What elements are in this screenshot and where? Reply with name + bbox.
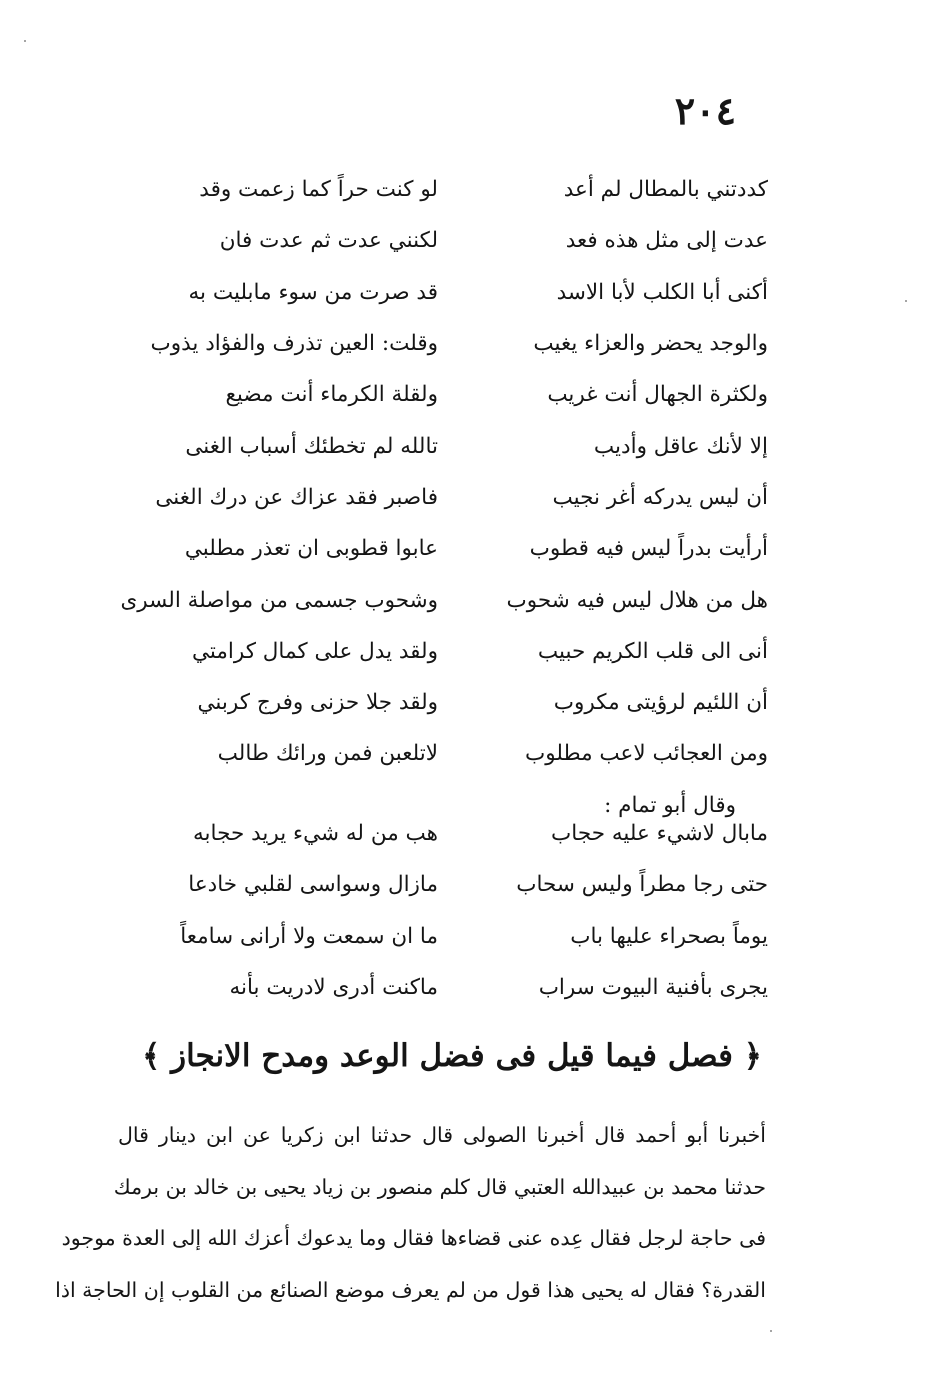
verse-first-hemistich: مازال وسواسى لقلبي خادعا xyxy=(188,872,438,898)
verse-first-hemistich: قد صرت من سوء مابليت به xyxy=(188,279,438,305)
prose-line: حدثنا محمد بن عبيدالله العتبي قال كلم منصور بن زياد يحيى بن خالد بن برمك xyxy=(113,1174,766,1199)
verse-second-hemistich: ومن العجائب لاعب مطلوب xyxy=(524,741,768,767)
verse-first-hemistich: ولقد يدل على كمال كرامتي xyxy=(191,638,438,664)
verse-first-hemistich: لكنني عدت ثم عدت فان xyxy=(219,228,438,254)
verse-second-hemistich: أنى الى قلب الكريم حبيب xyxy=(537,638,768,664)
verse-second-hemistich: أرأيت بدراً ليس فيه قطوب xyxy=(529,536,768,562)
verse-second-hemistich: مابال لاشيء عليه حجاب xyxy=(551,821,768,847)
verse-line xyxy=(118,962,768,1013)
verse-line xyxy=(118,420,768,471)
section-heading: ﴿ فصل فيما قيل فى فضل الوعد ومدح الانجاز ﴾ xyxy=(142,1038,762,1074)
verse-line xyxy=(118,164,768,215)
verse-line xyxy=(118,728,768,779)
verse-line xyxy=(118,911,768,962)
verse-line xyxy=(118,808,768,859)
verse-second-hemistich: حتى رجا مطراً وليس سحاب xyxy=(516,872,768,898)
poet-attribution: وقال أبو تمام : xyxy=(604,792,736,818)
verse-second-hemistich: ولكثرة الجهال أنت غريب xyxy=(547,382,768,408)
verse-line xyxy=(118,626,768,677)
verse-second-hemistich: كددتني بالمطال لم أعد xyxy=(563,177,768,203)
verse-first-hemistich: ماكنت أدرى لادريت بأنه xyxy=(229,975,438,1001)
poem-verses-2 xyxy=(118,808,768,1013)
verse-second-hemistich: أن اللئيم لرؤيتى مكروب xyxy=(553,690,768,716)
verse-second-hemistich: يوماً بصحراء عليها باب xyxy=(570,923,768,949)
verse-second-hemistich: أن ليس يدركه أغر نجيب xyxy=(552,484,768,510)
prose-line: فى حاجة لرجل فقال عِده عنى قضاءها فقال وما يدعوك أعزك الله إلى العدة موجود xyxy=(61,1226,766,1250)
poem-verses-1 xyxy=(118,164,768,831)
verse-first-hemistich: تالله لم تخطئك أسباب الغنى xyxy=(185,433,438,459)
prose-paragraph xyxy=(55,1110,766,1316)
verse-line xyxy=(118,859,768,910)
prose-line: القدرة؟ فقال له يحيى هذا قول من لم يعرف موضع الصنائع من القلوب إن الحاجة اذا xyxy=(55,1277,766,1302)
verse-second-hemistich: والوجد يحضر والعزاء يغيب xyxy=(533,331,768,357)
verse-line xyxy=(118,523,768,574)
verse-line xyxy=(118,369,768,420)
verse-second-hemistich: إلا لأنك عاقل وأديب xyxy=(593,433,768,459)
verse-first-hemistich: فاصبر فقد عزاك عن درك الغنى xyxy=(155,484,438,510)
verse-second-hemistich: عدت إلى مثل هذه فعد xyxy=(565,228,768,254)
scan-speck xyxy=(770,1330,772,1332)
verse-first-hemistich: ولقلة الكرماء أنت مضيع xyxy=(225,382,438,408)
verse-second-hemistich: هل من هلال ليس فيه شحوب xyxy=(506,587,768,613)
page-number: ٢٠٤ xyxy=(674,88,736,133)
verse-line xyxy=(118,318,768,369)
scan-speck xyxy=(905,300,907,302)
verse-line xyxy=(118,215,768,266)
verse-first-hemistich: وشحوب جسمى من مواصلة السرى xyxy=(120,587,438,613)
verse-first-hemistich: وقلت: العين تذرف والفؤاد يذوب xyxy=(150,331,438,357)
scan-speck xyxy=(24,40,26,42)
verse-second-hemistich: يجرى بأفنية البيوت سراب xyxy=(538,975,768,1001)
prose-line: أخبرنا أبو أحمد قال أخبرنا الصولى قال حدثنا ابن زكريا عن ابن دينار قال xyxy=(118,1123,766,1147)
verse-first-hemistich: لو كنت حراً كما زعمت وقد xyxy=(199,177,438,203)
verse-first-hemistich: ولقد جلا حزنى وفرج كربني xyxy=(197,690,438,716)
verse-line xyxy=(118,574,768,625)
verse-first-hemistich: لاتلعبن فمن ورائك طالب xyxy=(217,741,438,767)
verse-line xyxy=(118,677,768,728)
verse-line xyxy=(118,472,768,523)
verse-first-hemistich: ما ان سمعت ولا أرانى سامعاً xyxy=(180,923,438,949)
verse-line xyxy=(118,267,768,318)
verse-first-hemistich: عابوا قطوبى ان تعذر مطلبي xyxy=(184,536,438,562)
verse-first-hemistich: هب من له شيء يريد حجابه xyxy=(193,821,438,847)
verse-second-hemistich: أكنى أبا الكلب لأبا الاسد xyxy=(556,279,768,305)
